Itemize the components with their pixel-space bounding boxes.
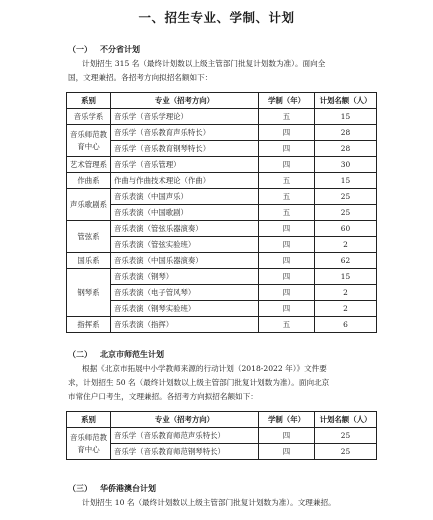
table-row — [67, 173, 377, 189]
dept-cell: 管弦系 — [67, 221, 111, 253]
years-cell: 五 — [259, 317, 315, 333]
section-heading-2 — [68, 349, 164, 360]
years-cell: 四 — [259, 141, 315, 157]
major-cell: 音乐表演（中国乐器演奏） — [111, 253, 259, 269]
table-row — [67, 141, 377, 157]
table-row — [67, 221, 377, 237]
major-cell: 音乐表演（管弦实验班） — [111, 237, 259, 253]
dept-cell: 艺术管理系 — [67, 157, 111, 173]
quota-cell: 2 — [315, 237, 377, 253]
major-cell: 音乐学（音乐教育声乐特长） — [111, 125, 259, 141]
major-cell: 音乐表演（钢琴实验班） — [111, 301, 259, 317]
major-cell: 音乐学（音乐教育师范声乐特长） — [111, 428, 259, 444]
years-cell: 四 — [259, 237, 315, 253]
table-header-row — [67, 93, 377, 109]
years-cell: 四 — [259, 125, 315, 141]
quota-cell: 25 — [315, 428, 377, 444]
years-cell: 四 — [259, 221, 315, 237]
years-cell: 四 — [259, 157, 315, 173]
section-paragraph-line: 根据《北京市拓展中小学教师来源的行动计划（2018-2022 年）》文件要 — [82, 364, 327, 373]
section-paragraph-line: 市常住户口考生，文理兼招。各招考方向拟招名额如下： — [68, 392, 258, 401]
section-number: （一） — [68, 45, 92, 54]
column-header-years: 学制（年） — [259, 412, 315, 428]
table-row — [67, 317, 377, 333]
table-row — [67, 269, 377, 285]
quota-cell: 25 — [315, 444, 377, 460]
section-paragraph-line: 国，文理兼招。各招考方向拟招名额如下： — [68, 73, 213, 82]
table-row — [67, 237, 377, 253]
quota-cell: 62 — [315, 253, 377, 269]
years-cell: 四 — [259, 301, 315, 317]
table-row — [67, 157, 377, 173]
dept-cell: 国乐系 — [67, 253, 111, 269]
table-row — [67, 301, 377, 317]
dept-cell: 音乐师范教育中心 — [67, 125, 111, 157]
years-cell: 四 — [259, 285, 315, 301]
quota-cell: 2 — [315, 285, 377, 301]
quota-cell: 28 — [315, 125, 377, 141]
section-number: （三） — [68, 484, 92, 493]
table-row — [67, 285, 377, 301]
quota-cell: 60 — [315, 221, 377, 237]
dept-cell: 钢琴系 — [67, 269, 111, 317]
section-title: 华侨港澳台计划 — [100, 484, 156, 493]
quota-cell: 2 — [315, 301, 377, 317]
years-cell: 五 — [259, 109, 315, 125]
section-heading-3 — [68, 483, 156, 494]
major-cell: 音乐学（音乐教育师范钢琴特长） — [111, 444, 259, 460]
quota-cell: 15 — [315, 269, 377, 285]
table-row — [67, 253, 377, 269]
major-cell: 音乐学（音乐管理） — [111, 157, 259, 173]
table-row — [67, 428, 377, 444]
column-header-years: 学制（年） — [259, 93, 315, 109]
column-header-major: 专业（招考方向） — [111, 412, 259, 428]
column-header-quota: 计划名额（人） — [315, 412, 377, 428]
column-header-dept: 系别 — [67, 412, 111, 428]
major-cell: 音乐表演（钢琴） — [111, 269, 259, 285]
table-header-row — [67, 412, 377, 428]
major-cell: 音乐表演（管弦乐器演奏） — [111, 221, 259, 237]
quota-cell: 6 — [315, 317, 377, 333]
major-cell: 作曲与作曲技术理论（作曲） — [111, 173, 259, 189]
years-cell: 四 — [259, 428, 315, 444]
major-cell: 音乐表演（指挥） — [111, 317, 259, 333]
quota-cell: 15 — [315, 173, 377, 189]
dept-cell: 音乐师范教育中心 — [67, 428, 111, 460]
years-cell: 五 — [259, 189, 315, 205]
section-paragraph-line: 求，计划招生 50 名（最终计划数以上级主管部门批复计划数为准）。面向北京 — [68, 378, 330, 387]
quota-cell: 28 — [315, 141, 377, 157]
section-paragraph-line: 计划招生 315 名（最终计划数以上级主管部门批复计划数为准）。面向全 — [82, 59, 326, 68]
column-header-quota: 计划名额（人） — [315, 93, 377, 109]
table-row — [67, 205, 377, 221]
major-cell: 音乐表演（中国歌剧） — [111, 205, 259, 221]
table-row — [67, 125, 377, 141]
major-cell: 音乐表演（电子管风琴） — [111, 285, 259, 301]
section-title: 不分省计划 — [100, 45, 140, 54]
years-cell: 四 — [259, 444, 315, 460]
column-header-major: 专业（招考方向） — [111, 93, 259, 109]
section-heading-1 — [68, 44, 140, 55]
section-number: （二） — [68, 350, 92, 359]
major-cell: 音乐学（音乐学理论） — [111, 109, 259, 125]
section-paragraph-line: 计划招生 10 名（最终计划数以上级主管部门批复计划数为准）。文理兼招。 — [82, 498, 336, 507]
plan-table-national — [66, 92, 377, 333]
years-cell: 五 — [259, 205, 315, 221]
major-cell: 音乐表演（中国声乐） — [111, 189, 259, 205]
plan-table-beijing — [66, 411, 377, 460]
dept-cell: 音乐学系 — [67, 109, 111, 125]
dept-cell: 指挥系 — [67, 317, 111, 333]
major-cell: 音乐学（音乐教育钢琴特长） — [111, 141, 259, 157]
table-row — [67, 189, 377, 205]
quota-cell: 15 — [315, 109, 377, 125]
quota-cell: 25 — [315, 205, 377, 221]
section-title: 北京市师范生计划 — [100, 350, 164, 359]
quota-cell: 30 — [315, 157, 377, 173]
table-row — [67, 444, 377, 460]
dept-cell: 作曲系 — [67, 173, 111, 189]
years-cell: 四 — [259, 269, 315, 285]
quota-cell: 25 — [315, 189, 377, 205]
years-cell: 四 — [259, 253, 315, 269]
column-header-dept: 系别 — [67, 93, 111, 109]
page-title: 一、招生专业、学制、计划 — [138, 10, 295, 25]
years-cell: 五 — [259, 173, 315, 189]
table-row — [67, 109, 377, 125]
dept-cell: 声乐歌剧系 — [67, 189, 111, 221]
